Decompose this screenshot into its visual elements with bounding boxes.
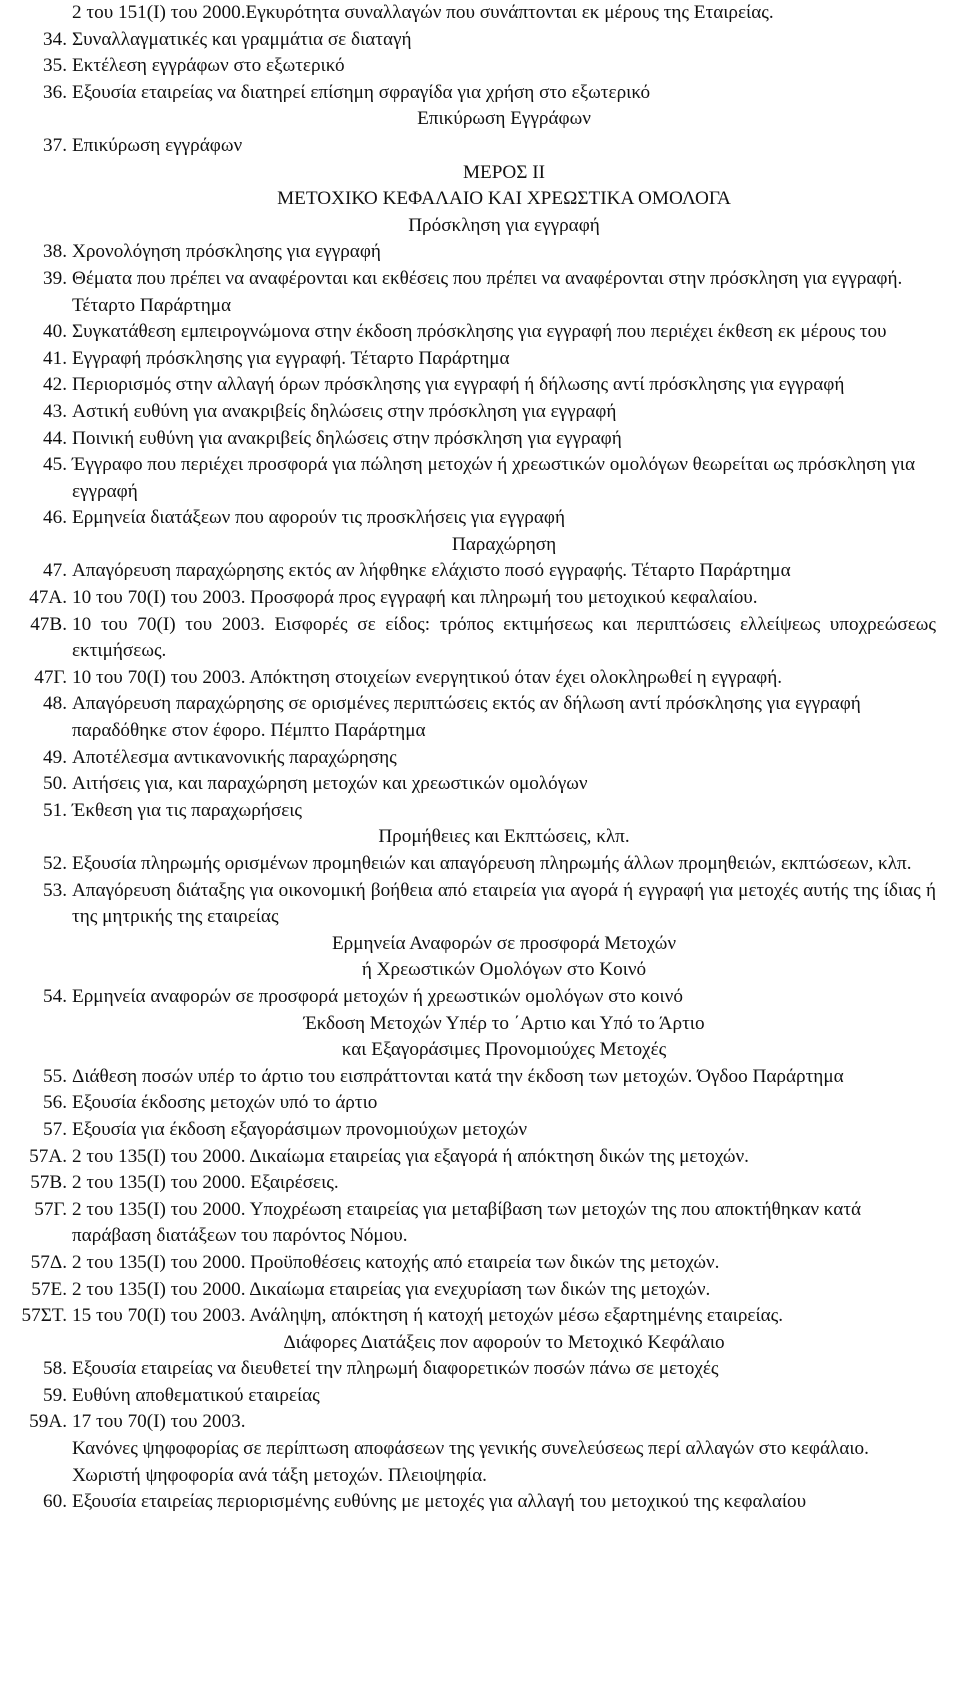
entry-number: 58.	[43, 1358, 67, 1380]
entry-number: 40.	[43, 321, 67, 343]
section-heading: Παραχώρηση	[451, 533, 557, 555]
toc-entry	[0, 1383, 936, 1410]
toc-entry	[0, 878, 936, 931]
entry-text: 10 του 70(Ι) του 2003. Εισφορές σε είδος: τρόπος εκτιμήσεως και περιπτώσεις ελλείψεως υποχρεώσεως εκτιμήσεως.	[72, 613, 936, 662]
entry-number: 57Δ.	[30, 1251, 67, 1273]
toc-entry	[0, 691, 936, 744]
toc-entry	[0, 745, 936, 772]
entry-number: 60.	[43, 1491, 67, 1513]
entry-number: 47Α.	[29, 587, 67, 609]
entry-text: Θέματα που πρέπει να αναφέρονται και εκθέσεις που πρέπει να αναφέρονται στην πρόσκληση για εγγραφή. Τέταρτο Παράρτημα	[72, 267, 903, 316]
entry-text: Συγκατάθεση εμπειρογνώμονα στην έκδοση πρόσκλησης για εγγραφή που περιέχει έκθεση εκ μέρους του	[72, 321, 887, 343]
entry-text: Εξουσία εταιρείας περιορισμένης ευθύνης με μετοχές για αλλαγή του μετοχικού της κεφαλαίου	[72, 1491, 807, 1513]
entry-number: 41.	[43, 347, 67, 369]
section-heading: ΜΕΡΟΣ ΙΙ	[462, 161, 546, 183]
entry-text: Συναλλαγματικές και γραμμάτια σε διαταγή	[72, 28, 412, 50]
toc-entry	[0, 1117, 936, 1144]
toc-entry	[0, 984, 936, 1011]
entry-text: 2 του 135(Ι) του 2000. Υποχρέωση εταιρείας για μεταβίβαση των μετοχών της που αποκτήθηκαν κατά παράβαση διατάξεων του παρόντος Νόμου.	[72, 1198, 862, 1247]
entry-text: Ερμηνεία διατάξεων που αφορούν τις προσκλήσεις για εγγραφή	[72, 507, 566, 529]
entry-text: Αστική ευθύνη για ανακριβείς δηλώσεις στην πρόσκληση για εγγραφή	[72, 400, 617, 422]
toc-entry	[0, 612, 936, 665]
section-heading: Πρόσκληση για εγγραφή	[408, 214, 600, 236]
entry-number: 45.	[43, 454, 67, 476]
entry-number: 55.	[43, 1065, 67, 1087]
toc-entry	[0, 1277, 936, 1304]
entry-text: Ερμηνεία αναφορών σε προσφορά μετοχών ή χρεωστικών ομολόγων στο κοινό	[72, 985, 683, 1007]
toc-entry	[0, 1436, 936, 1489]
toc-entry	[0, 1197, 936, 1250]
entry-text: Ποινική ευθύνη για ανακριβείς δηλώσεις στην πρόσκληση για εγγραφή	[72, 427, 622, 449]
entry-number: 38.	[43, 241, 67, 263]
entry-text: Εκτέλεση εγγράφων στο εξωτερικό	[72, 55, 345, 77]
section-heading: Επικύρωση Εγγράφων	[417, 108, 591, 130]
entry-text: Περιορισμός στην αλλαγή όρων πρόσκλησης για εγγραφή ή δήλωσης αντί πρόσκλησης για εγγραφή	[72, 374, 845, 396]
toc-entry	[0, 1409, 936, 1436]
entry-text: Εξουσία πληρωμής ορισμένων προμηθειών και απαγόρευση πληρωμής άλλων προμηθειών, εκπτώσεων, κλπ.	[72, 853, 912, 874]
entry-number: 34.	[43, 28, 67, 50]
entry-number: 46.	[43, 507, 67, 529]
entry-number: 57.	[43, 1118, 67, 1140]
entry-text: 10 του 70(Ι) του 2003. Προσφορά προς εγγραφή και πληρωμή του μετοχικού κεφαλαίου.	[72, 587, 758, 609]
entry-text: 10 του 70(Ι) του 2003. Απόκτηση στοιχείων ενεργητικού όταν έχει ολοκληρωθεί η εγγραφή.	[72, 666, 783, 688]
entry-text: Εξουσία εταιρείας να διατηρεί επίσημη σφραγίδα για χρήση στο εξωτερικό	[72, 81, 651, 103]
entry-number: 47Γ.	[34, 666, 67, 688]
entry-number: 49.	[43, 746, 67, 768]
entry-number: 35.	[43, 55, 67, 77]
entry-text: Αποτέλεσμα αντικανονικής παραχώρησης	[72, 746, 397, 768]
toc-entry	[0, 1356, 936, 1383]
entry-text: Διάθεση ποσών υπέρ το άρτιο του εισπράττονται κατά την έκδοση των μετοχών. Όγδοο Παράρτημα	[72, 1065, 844, 1087]
entry-text: Εξουσία έκδοσης μετοχών υπό το άρτιο	[72, 1092, 378, 1114]
entry-number: 47Β.	[30, 613, 67, 635]
section-heading: Έκδοση Μετοχών Υπέρ το ΄Αρτιο και Υπό το Άρτιο	[303, 1012, 705, 1034]
toc-entry	[0, 346, 936, 373]
entry-number: 36.	[43, 81, 67, 103]
entry-number: 57ΣΤ.	[21, 1305, 67, 1327]
entry-number: 39.	[43, 267, 67, 289]
entry-text: Έκθεση για τις παραχωρήσεις	[72, 799, 303, 821]
entry-number: 52.	[43, 853, 67, 874]
entry-text: 2 του 135(Ι) του 2000. Δικαίωμα εταιρείας για ενεχυρίαση των δικών της μετοχών.	[72, 1278, 711, 1300]
entry-number: 37.	[43, 134, 67, 156]
toc-entry	[0, 372, 936, 399]
entry-text: Αιτήσεις για, και παραχώρηση μετοχών και χρεωστικών ομολόγων	[72, 773, 588, 795]
toc-entry	[0, 1303, 936, 1330]
section-heading: και Εξαγοράσιμες Προνομιούχες Μετοχές	[341, 1039, 667, 1061]
toc-entry	[0, 399, 936, 426]
toc-entry	[0, 1090, 936, 1117]
toc-entry	[0, 1250, 936, 1277]
entry-text: Απαγόρευση παραχώρησης εκτός αν λήφθηκε ελάχιστο ποσό εγγραφής. Τέταρτο Παράρτημα	[72, 560, 791, 582]
entry-number: 53.	[43, 879, 67, 901]
entry-text: 2 του 135(Ι) του 2000. Προϋποθέσεις κατοχής από εταιρεία των δικών της μετοχών.	[72, 1251, 720, 1273]
entry-number: 54.	[43, 985, 67, 1007]
toc-entry	[0, 80, 936, 107]
toc-entry	[0, 239, 936, 266]
entry-text: Εξουσία εταιρείας να διευθετεί την πληρωμή διαφορετικών ποσών πάνω σε μετοχές	[72, 1358, 719, 1380]
toc-entry	[0, 1144, 936, 1171]
entry-number: 57Ε.	[31, 1278, 67, 1300]
entry-text: Εξουσία για έκδοση εξαγοράσιμων προνομιούχων μετοχών	[72, 1118, 528, 1140]
section-heading: Διάφορες Διατάξεις πον αφορούν το Μετοχικό Κεφάλαιο	[283, 1331, 725, 1353]
toc-entry	[0, 266, 936, 319]
section-heading: ΜΕΤΟΧΙΚΟ ΚΕΦΑΛΑΙΟ ΚΑΙ ΧΡΕΩΣΤΙΚΑ ΟΜΟΛΟΓΑ	[277, 188, 731, 210]
toc-entry	[0, 53, 936, 80]
toc-entry	[0, 665, 936, 692]
entry-text: Επικύρωση εγγράφων	[72, 134, 243, 156]
toc-entry	[0, 133, 936, 160]
toc-entry	[0, 27, 936, 54]
entry-number: 59.	[43, 1384, 67, 1406]
entry-number: 42.	[43, 374, 67, 396]
toc-entry	[0, 771, 936, 798]
entry-number: 43.	[43, 400, 67, 422]
toc-entry	[0, 1064, 936, 1091]
toc-entry	[0, 558, 936, 585]
entry-number: 56.	[43, 1092, 67, 1114]
entry-number: 51.	[43, 799, 67, 821]
toc-entry	[0, 505, 936, 532]
section-heading: Ερμηνεία Αναφορών σε προσφορά Μετοχών	[331, 932, 677, 954]
toc-entry	[0, 798, 936, 825]
toc-entry	[0, 452, 936, 505]
toc-entry	[0, 0, 936, 27]
toc-entry	[0, 1170, 936, 1197]
entry-number: 47.	[43, 560, 67, 582]
toc-entry	[0, 1489, 936, 1516]
entry-number: 57Β.	[30, 1172, 67, 1194]
entry-text: 2 του 135(Ι) του 2000. Δικαίωμα εταιρείας για εξαγορά ή απόκτηση δικών της μετοχών.	[72, 1145, 749, 1167]
entry-number: 57Γ.	[34, 1198, 67, 1220]
entry-text: Χρονολόγηση πρόσκλησης για εγγραφή	[72, 241, 381, 263]
entry-text: Ευθύνη αποθεματικού εταιρείας	[72, 1384, 320, 1406]
toc-entry	[0, 851, 936, 878]
entry-text: Εγγραφή πρόσκλησης για εγγραφή. Τέταρτο Παράρτημα	[72, 347, 510, 369]
entry-text: 2 του 135(Ι) του 2000. Εξαιρέσεις.	[72, 1172, 339, 1194]
toc-entry	[0, 585, 936, 612]
toc-entry	[0, 319, 936, 346]
section-heading: Προμήθειες και Εκπτώσεις, κλπ.	[378, 826, 630, 848]
entry-text: Απαγόρευση παραχώρησης σε ορισμένες περιπτώσεις εκτός αν δήλωση αντί πρόσκλησης για εγγραφή παραδόθηκε στον έφορο. Πέμπτο Παράρτημα	[72, 693, 861, 742]
entry-number: 57Α.	[29, 1145, 67, 1167]
entry-number: 59Α.	[29, 1411, 67, 1433]
entry-text: 15 του 70(Ι) του 2003. Ανάληψη, απόκτηση ή κατοχή μετοχών μέσω εξαρτημένης εταιρείας.	[72, 1305, 784, 1327]
entry-text: 17 του 70(Ι) του 2003.	[72, 1411, 246, 1433]
entry-text: Απαγόρευση διάταξης για οικονομική βοήθεια από εταιρεία για αγορά ή εγγραφή για μετοχές αυτής της ίδιας ή της μητρικής της εταιρείας	[72, 879, 936, 928]
entry-number: 44.	[43, 427, 67, 449]
entry-number: 48.	[43, 693, 67, 715]
entry-number: 50.	[43, 773, 67, 795]
toc-entry	[0, 426, 936, 453]
entry-text: 2 του 151(I) του 2000.Εγκυρότητα συναλλαγών που συνάπτονται εκ μέρους της Εταιρείας.	[72, 2, 774, 23]
entry-text: Έγγραφο που περιέχει προσφορά για πώληση μετοχών ή χρεωστικών ομολόγων θεωρείται ως πρόσκληση για εγγραφή	[72, 454, 916, 502]
entry-text: Κανόνες ψηφοφορίας σε περίπτωση αποφάσεων της γενικής συνελεύσεως περί αλλαγών στο κεφάλαιο. Χωριστή ψηφοφορία ανά τάξη μετοχών. Πλειοψηφία.	[72, 1438, 869, 1486]
section-heading: ή Χρεωστικών Ομολόγων στο Κοινό	[361, 959, 647, 981]
